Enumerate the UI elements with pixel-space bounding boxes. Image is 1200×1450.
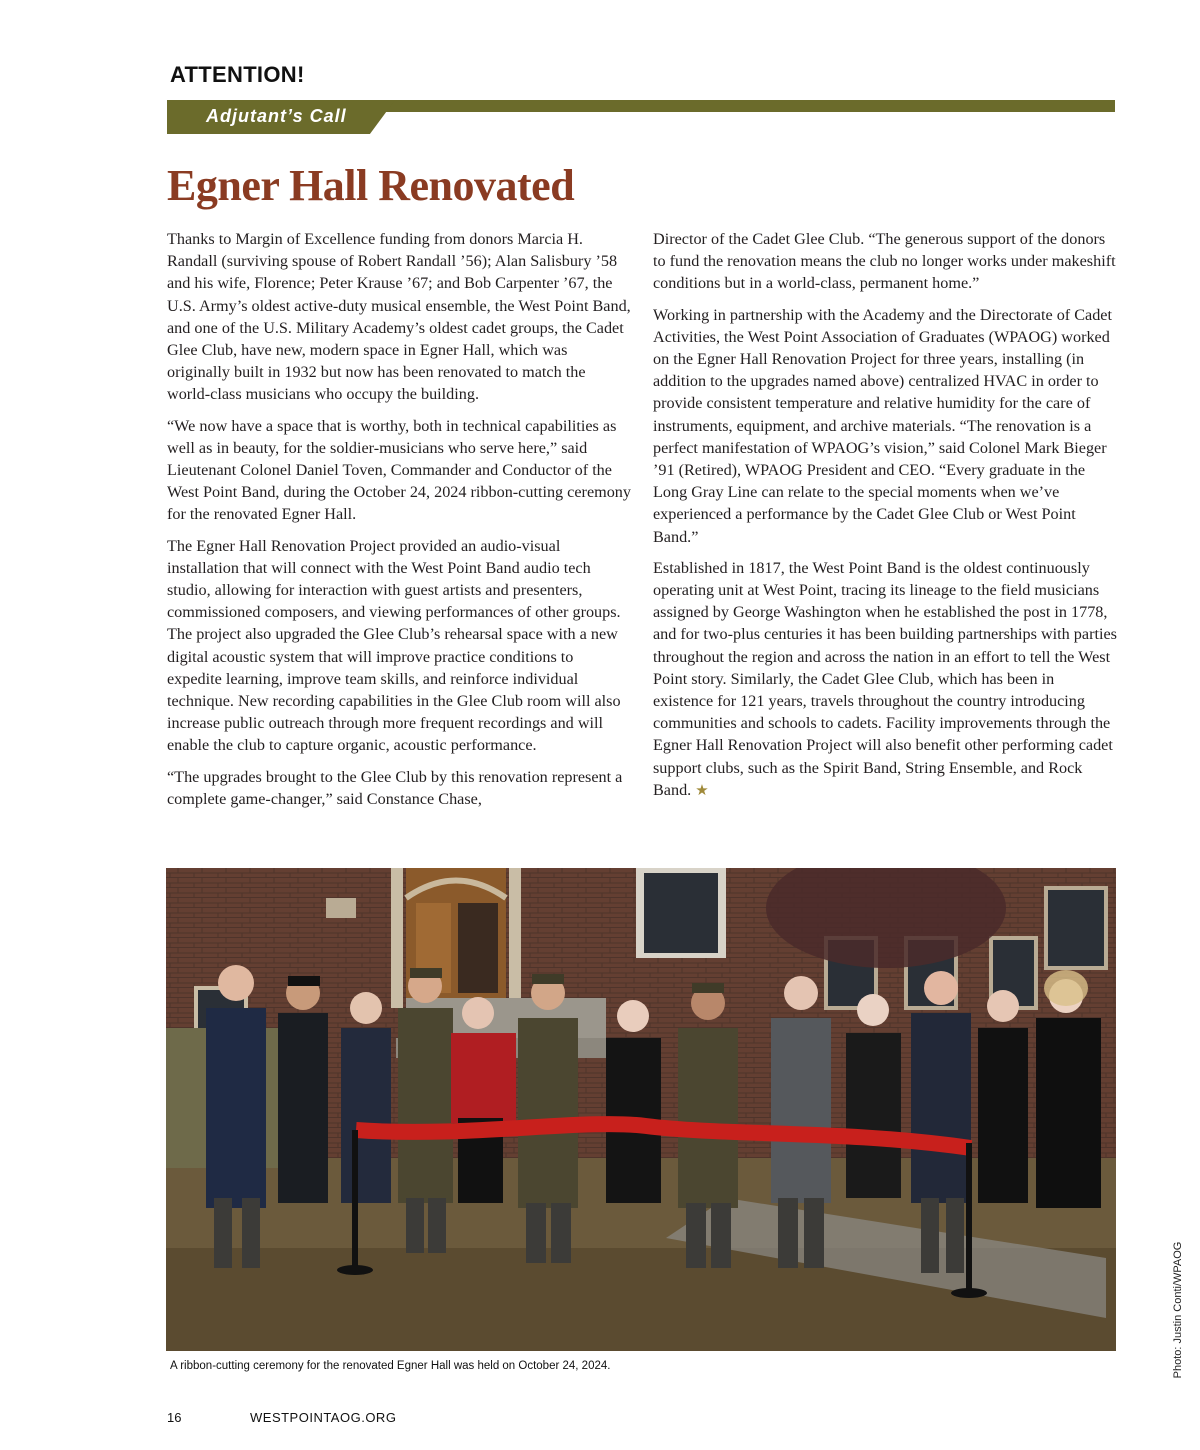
star-icon: ★ xyxy=(695,782,709,799)
ceremony-photo-illustration xyxy=(166,868,1116,1351)
ceremony-photo xyxy=(166,868,1116,1351)
article-title: Egner Hall Renovated xyxy=(167,161,575,210)
photo-credit: Photo: Justin Conti/WPAOG xyxy=(1172,1241,1184,1379)
kicker-attention: ATTENTION! xyxy=(170,62,305,87)
paragraph-4-start: “The upgrades brought to the Glee Club by this renovation represent a complete game-changer,” said Constance Chase, xyxy=(167,767,623,808)
site-url: WESTPOINTAOG.ORG xyxy=(250,1410,397,1425)
paragraph-6-text: Established in 1817, the West Point Band is the oldest continuously operating unit at West Point, tracing its lineage to the field musicians assigned by George Washington when he established the post in 1778, and for two-plus centuries it has been building partnerships with parties throughout the region and across the nation in an effort to tell the West Point story. Similarly, the Cadet Glee Club, which has been in existence for 121 years, travels throughout the country introducing communities and schools to cadets. Facility improvements through the Egner Hall Renovation Project will also benefit other performing cadet support clubs, such as the Spirit Band, String Ensemble, and Rock Band. xyxy=(653,558,1117,799)
paragraph-2: “We now have a space that is worthy, both in technical capabilities as well as in beauty, for the soldier-musicians who serve here,” said Lieutenant Colonel Daniel Toven, Commander and Conductor of the West Point Band, during the October 24, 2024 ribbon-cutting ceremony for the renovated Egner Hall. xyxy=(167,416,631,524)
article-column-left xyxy=(167,228,632,819)
article-column-right xyxy=(653,228,1118,811)
paragraph-6 xyxy=(653,557,1118,802)
section-label: Adjutant’s Call xyxy=(206,106,347,126)
paragraph-3: The Egner Hall Renovation Project provided an audio-visual installation that will connect with the West Point Band audio tech studio, allowing for interaction with guest artists and presenters, commissioned composers, and viewing performances of other groups. The project also upgraded the Glee Club’s rehearsal space with a new digital acoustic system that will improve practice conditions to expedite learning, improve team skills, and reinforce individual technique. New recording capabilities in the Glee Club room will also increase public outreach through more frequent recordings and will enable the club to capture organic, acoustic performance. xyxy=(167,536,621,755)
page-number: 16 xyxy=(167,1410,182,1425)
paragraph-1: Thanks to Margin of Excellence funding from donors Marcia H. Randall (surviving spouse of Robert Randall ’56); Alan Salisbury ’58 and his wife, Florence; Peter Krause ’67; and Bob Carpenter ’67, the U.S. Army’s oldest active-duty musical ensemble, the West Point Band, and one of the U.S. Military Academy’s oldest cadet groups, the Cadet Glee Club, have new, modern space in Egner Hall, which was originally built in 1932 but now has been renovated to match the world-class musicians who occupy the building. xyxy=(167,230,631,404)
paragraph-5: Working in partnership with the Academy and the Directorate of Cadet Activities, the West Point Association of Graduates (WPAOG) worked on the Egner Hall Renovation Project for three years, installing (in addition to the upgrades named above) centralized HVAC in order to provide consistent temperature and relative humidity for the care of instruments, equipment, and archive materials. “The renovation is a perfect manifestation of WPAOG’s vision,” said Colonel Mark Bieger ’91 (Retired), WPAOG President and CEO. “Every graduate in the Long Gray Line can relate to the special moments when we’ve experienced a performance by the Cadet Glee Club or West Point Band.” xyxy=(653,305,1112,546)
paragraph-4-end: Director of the Cadet Glee Club. “The generous support of the donors to fund the renovation means the club no longer works under makeshift conditions but in a world-class, permanent home.” xyxy=(653,230,1116,293)
photo-caption: A ribbon-cutting ceremony for the renovated Egner Hall was held on October 24, 2024. xyxy=(170,1360,611,1372)
